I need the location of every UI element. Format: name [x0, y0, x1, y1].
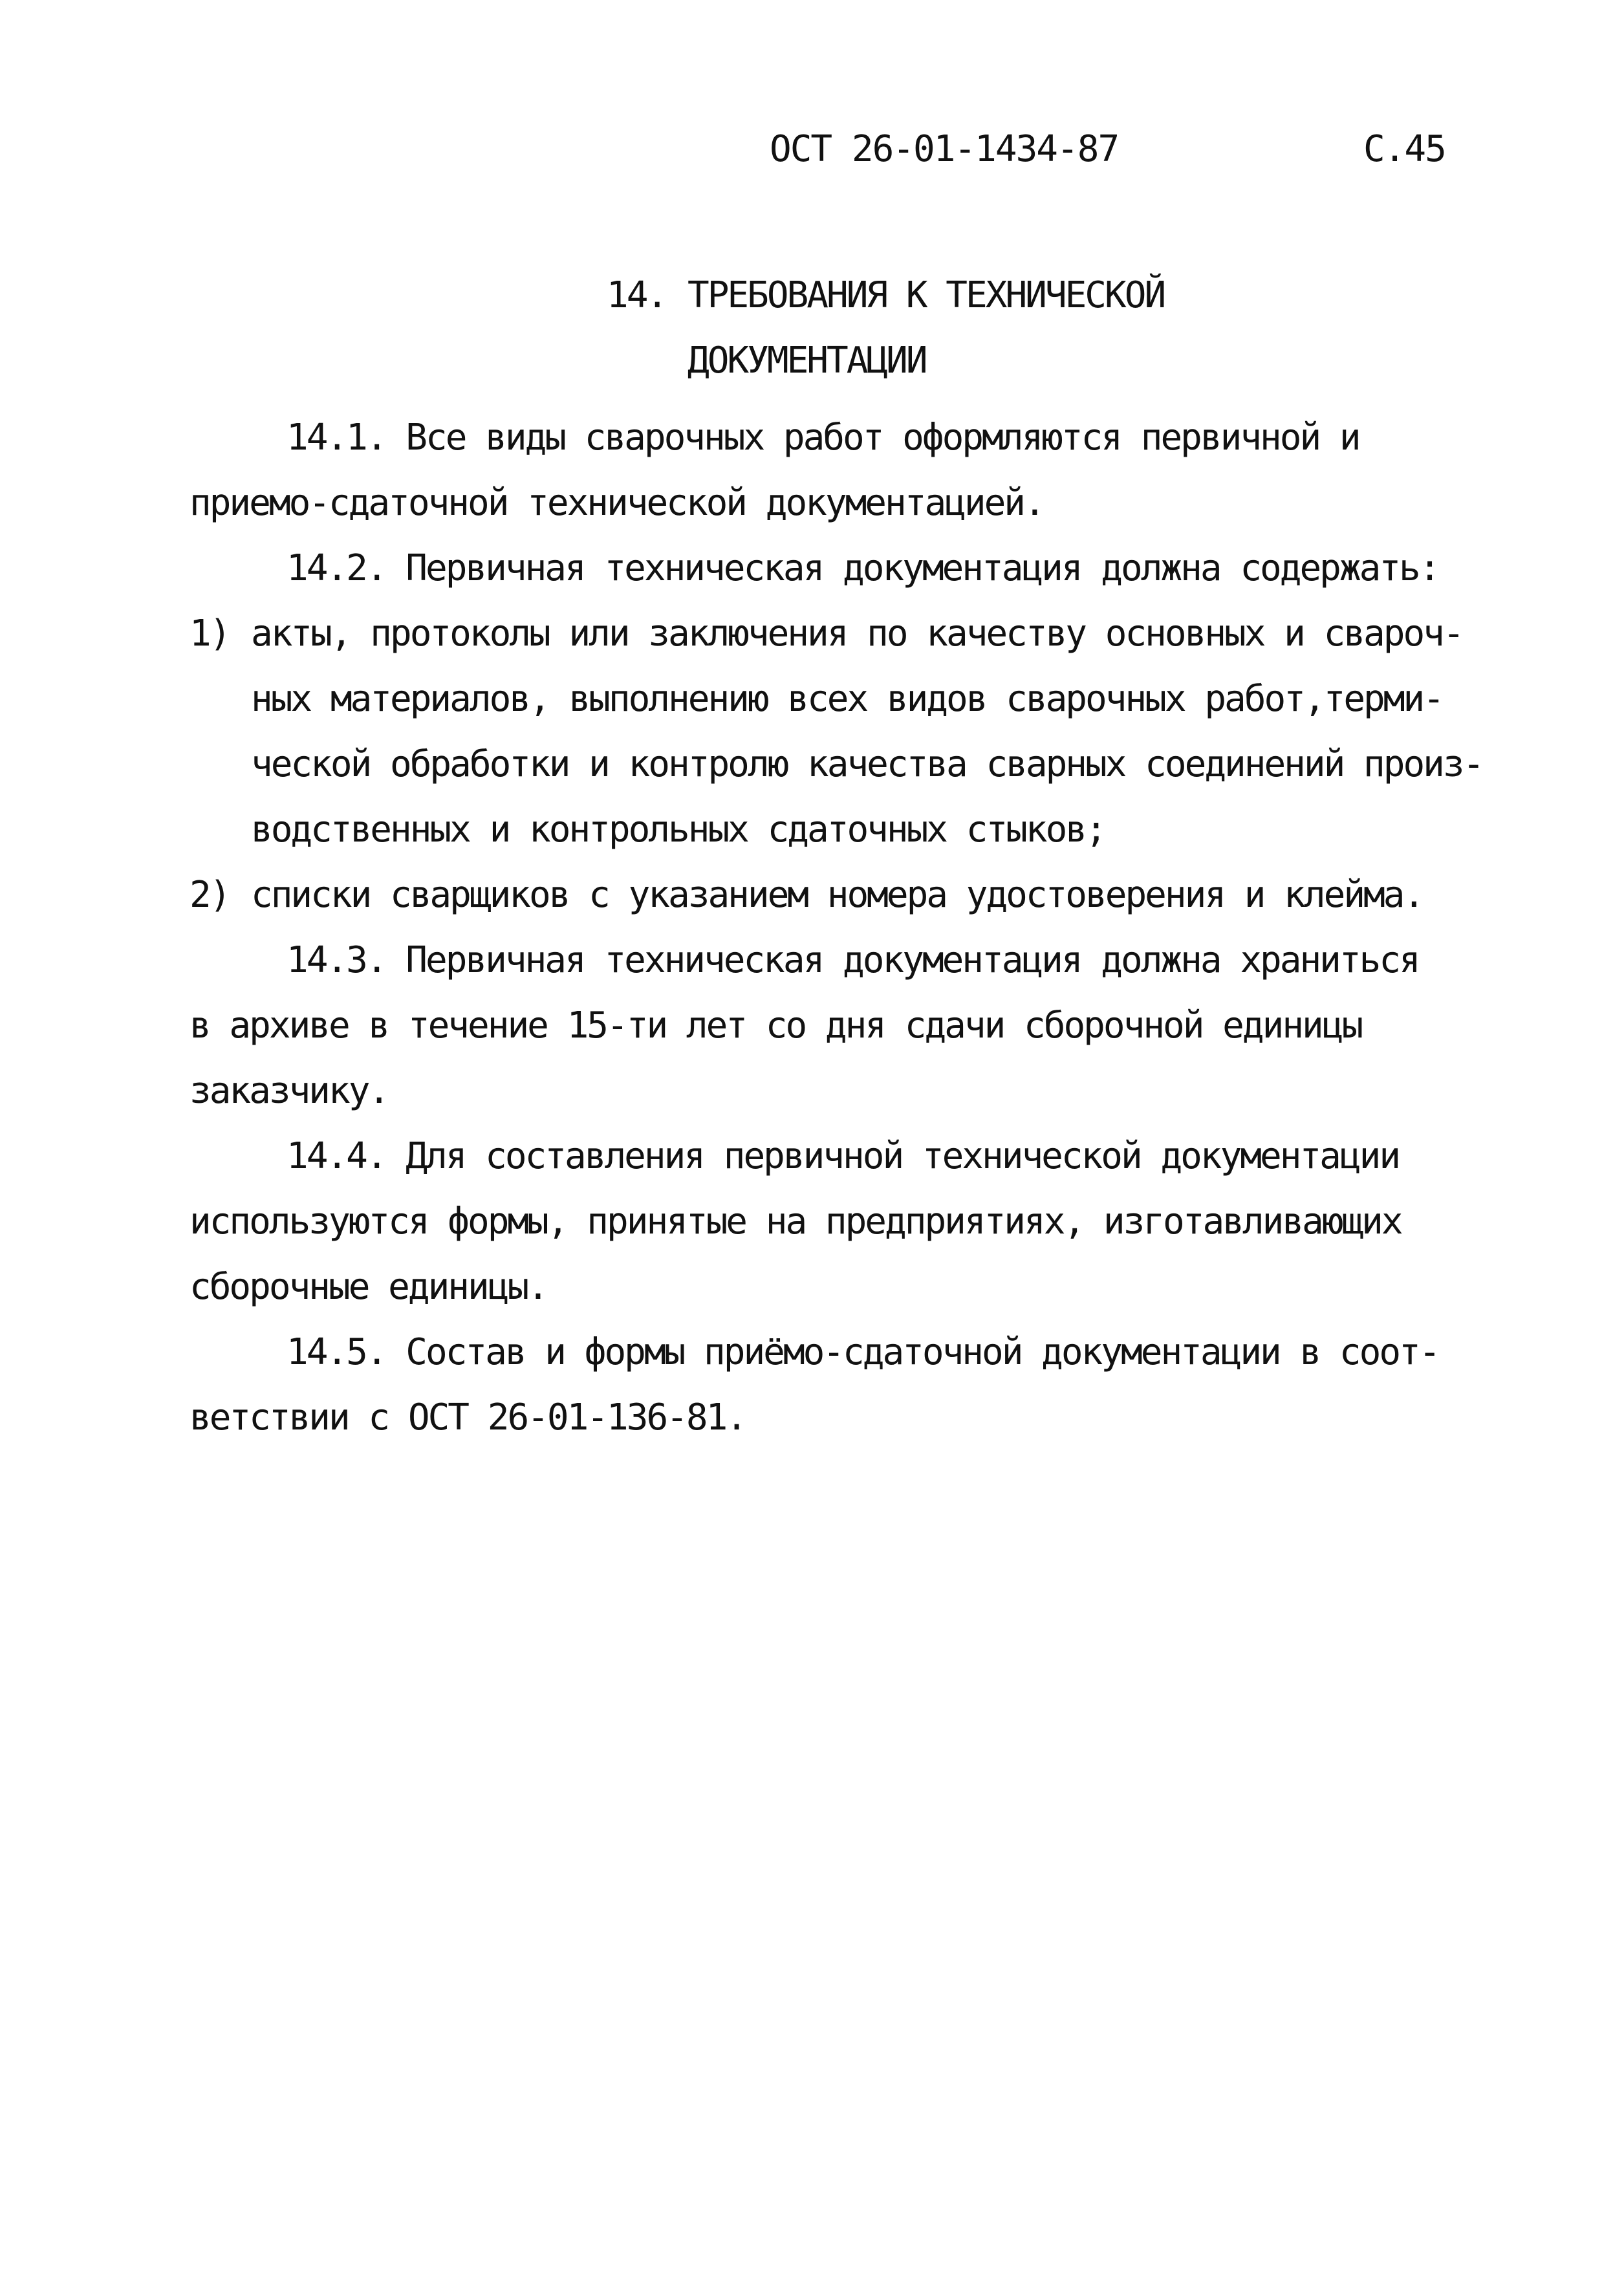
text-line: сборочные единицы.: [189, 1266, 547, 1308]
text-line: 14.5. Состав и формы приёмо-сдаточной документации в соот-: [287, 1331, 1439, 1373]
text-line: 14.1. Все виды сварочных работ оформляются первичной и: [287, 417, 1359, 459]
section-number: 14.: [607, 274, 667, 316]
section-heading: [607, 263, 1164, 393]
text-line: используются формы, принятые на предприятиях, изготавливающих: [189, 1201, 1402, 1243]
text-line: в архиве в течение 15-ти лет со дня сдачи сборочной единицы: [189, 1005, 1362, 1047]
page-number: С.45: [1363, 128, 1445, 170]
text-line: ческой обработки и контролю качества сварных соединений произ-: [251, 743, 1483, 785]
text-line: 14.2. Первичная техническая документация должна содержать:: [287, 547, 1439, 589]
document-body: [189, 405, 1502, 1450]
text-line: водственных и контрольных сдаточных стыков;: [251, 809, 1105, 851]
text-line: акты, протоколы или заключения по качеству основных и свароч-: [251, 613, 1463, 655]
section-title-line2: ДОКУМЕНТАЦИИ: [687, 340, 926, 382]
list-item: [189, 862, 1502, 928]
text-line: ных материалов, выполнению всех видов сварочных работ,терми-: [251, 678, 1443, 720]
text-line: ветствии с ОСТ 26-01-136-81.: [189, 1396, 746, 1439]
text-line: 14.4. Для составления первичной технической документации: [287, 1135, 1400, 1177]
document-code: ОСТ 26-01-1434-87: [770, 128, 1119, 170]
list-item-number: 2): [189, 874, 230, 916]
text-line: списки сварщиков с указанием номера удостоверения и клейма.: [251, 874, 1424, 916]
list-item-number: 1): [189, 613, 230, 655]
text-line: заказчику.: [189, 1070, 389, 1112]
list-item: [189, 601, 1502, 666]
text-line: 14.3. Первичная техническая документация должна храниться: [287, 939, 1419, 981]
section-title-line1: ТРЕБОВАНИЯ К ТЕХНИЧЕСКОЙ: [687, 274, 1165, 316]
text-line: приемо-сдаточной технической документацией.: [189, 482, 1044, 524]
